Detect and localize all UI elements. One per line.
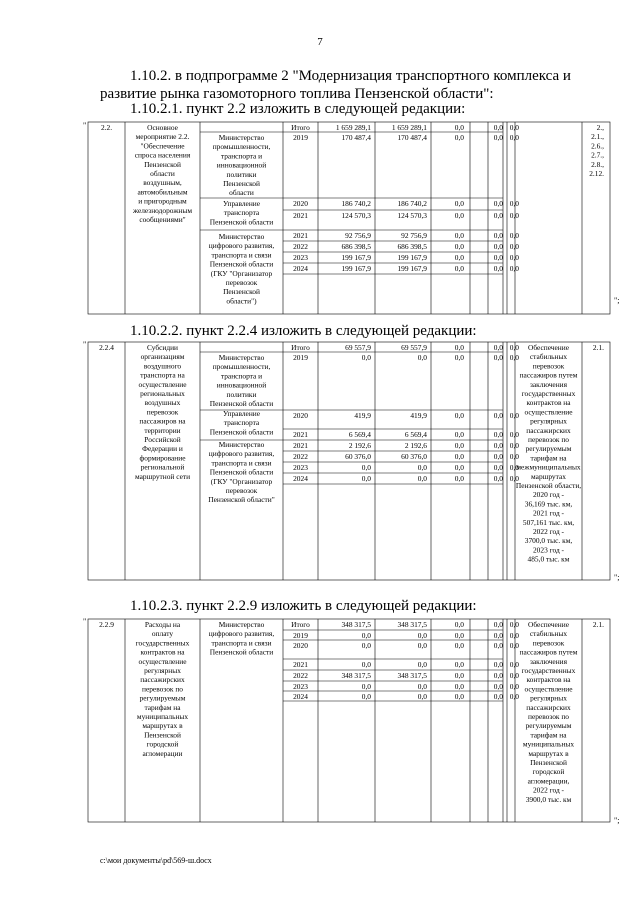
amount-total: 2 192,6 [348, 441, 371, 450]
amount-municipal: 0,0 [493, 211, 503, 220]
amount-other: 0,0 [509, 242, 519, 251]
result-line: контрактов на [526, 398, 571, 408]
item-name-line: перевозок по [141, 684, 184, 694]
amount-municipal: 0,0 [493, 199, 503, 208]
year-cell: 2021 [293, 430, 308, 439]
executor-line: Пензенской области [209, 467, 274, 477]
amount-municipal: 0,0 [493, 253, 503, 262]
executor-line: Пензенской области [209, 259, 274, 269]
amount-other: 0,0 [509, 264, 519, 273]
amount-federal: 0,0 [454, 411, 464, 420]
year-cell: 2022 [293, 671, 308, 680]
heading-subprogram-line1: 1.10.2. в подпрограмме 2 "Модернизация транспортного комплекса и [130, 68, 571, 84]
amount-municipal: 0,0 [493, 430, 503, 439]
executor-line: Пензенской области [209, 647, 274, 657]
heading-subprogram-line2: развитие рынка газомоторного топлива Пензенской области": [100, 86, 494, 102]
heading-item-2-2: 1.10.2.1. пункт 2.2 изложить в следующей редакции: [130, 101, 466, 117]
item-name-line: осуществление [138, 379, 187, 389]
item-name-line: регулируемым [139, 693, 186, 703]
target-link: 2.1., [591, 132, 604, 142]
amount-total: 348 317,5 [341, 671, 371, 680]
result-line: государственных [521, 666, 576, 675]
item-name-line: осуществление [138, 656, 187, 666]
close-quote-1: "; [614, 296, 620, 305]
result-line: регулируемым [525, 444, 572, 454]
executor-line: политики [226, 389, 257, 399]
year-cell: 2023 [293, 682, 308, 691]
amount-federal: 0,0 [454, 660, 464, 669]
item-name-line: муниципальных [136, 712, 189, 721]
amount-regional: 199 167,9 [397, 264, 427, 273]
item-name-line: территории [144, 425, 181, 435]
target-link: 2.8., [591, 159, 604, 169]
executor-line: политики [226, 169, 257, 179]
item-name-line: регулярных [144, 666, 181, 675]
amount-other: 0,0 [509, 660, 519, 669]
item-number: 2.2.9 [99, 620, 114, 629]
result-line: межмуниципальных [516, 462, 581, 472]
year-cell: 2021 [293, 441, 308, 450]
amount-municipal: 0,0 [493, 343, 503, 352]
amount-total: 686 398,5 [341, 242, 371, 251]
amount-federal: 0,0 [454, 199, 464, 208]
item-name-line: организациям [140, 352, 185, 362]
amount-total: 0,0 [361, 641, 371, 650]
item-name-line: формирование [139, 453, 186, 463]
result-line: Обеспечение [528, 343, 569, 352]
year-cell: 2019 [293, 133, 308, 142]
executor-line: Управление [222, 199, 261, 208]
amount-total: 0,0 [361, 353, 371, 362]
amount-municipal: 0,0 [493, 692, 503, 701]
amount-regional: 0,0 [417, 474, 427, 483]
open-quote-1: " [83, 121, 87, 130]
page-number: 7 [317, 36, 323, 48]
amount-other: 0,0 [509, 692, 519, 701]
item-name-line: области [150, 169, 175, 178]
result-line: 2020 год - [532, 490, 565, 500]
amount-federal: 0,0 [454, 441, 464, 450]
year-cell: 2024 [293, 474, 308, 483]
amount-municipal: 0,0 [493, 231, 503, 240]
result-line: 2022 год - [532, 785, 565, 795]
amount-regional: 170 487,4 [397, 133, 427, 142]
item-name-line: перевозок [146, 407, 179, 417]
executor-line: Министерство [218, 440, 265, 449]
result-line: тарифам на [530, 730, 567, 740]
amount-municipal: 0,0 [493, 411, 503, 420]
result-line: регулярных [530, 693, 567, 703]
amount-federal: 0,0 [454, 671, 464, 680]
item-name-line: автомобильным [137, 187, 188, 197]
executor-line: инновационной [216, 380, 267, 390]
amount-regional: 419,9 [410, 411, 427, 420]
result-line: регулируемым [525, 721, 572, 731]
item-name-line: сообщениями" [139, 215, 186, 224]
amount-total: 124 570,3 [341, 211, 371, 220]
amount-federal: 0,0 [454, 682, 464, 691]
amount-federal: 0,0 [454, 264, 464, 273]
amount-regional: 348 317,5 [397, 620, 427, 629]
amount-regional: 1 659 289,1 [391, 123, 427, 132]
year-cell: 2019 [293, 631, 308, 640]
executor-line: транспорта и связи [211, 458, 272, 468]
heading-item-2-2-9: 1.10.2.3. пункт 2.2.9 изложить в следующей редакции: [130, 598, 477, 614]
result-line: заключения [529, 656, 568, 666]
result-line: государственных [521, 389, 576, 398]
result-line: 3900,0 тыс. км [525, 794, 572, 804]
item-name-line: маршрутах в [142, 721, 183, 731]
item-name-line: Основное [147, 123, 178, 132]
amount-total: 0,0 [361, 682, 371, 691]
amount-federal: 0,0 [454, 430, 464, 439]
amount-regional: 0,0 [417, 641, 427, 650]
amount-regional: 686 398,5 [397, 242, 427, 251]
amount-other: 0,0 [509, 133, 519, 142]
result-line: городской [532, 767, 565, 777]
amount-total: 6 569,4 [348, 430, 371, 439]
amount-other: 0,0 [509, 231, 519, 240]
year-cell: 2022 [293, 452, 308, 461]
item-name-line: контрактов на [140, 647, 185, 657]
year-cell: 2020 [293, 641, 308, 650]
amount-regional: 0,0 [417, 353, 427, 362]
footer-file-path: c:\мои документы\pd\569-ш.docx [100, 856, 212, 865]
amount-other: 0,0 [509, 641, 519, 650]
amount-total: 1 659 289,1 [335, 123, 371, 132]
amount-total: 92 756,9 [345, 231, 371, 240]
amount-municipal: 0,0 [493, 682, 503, 691]
result-line: 2022 год - [532, 527, 565, 536]
amount-regional: 186 740,2 [397, 199, 427, 208]
result-line: маршрутах [531, 471, 566, 481]
amount-other: 0,0 [509, 199, 519, 208]
amount-federal: 0,0 [454, 133, 464, 142]
result-line: пассажирских [526, 702, 571, 712]
executor-line: транспорта [223, 418, 260, 428]
open-quote-2: " [83, 340, 87, 349]
result-line: пассажиров путем [519, 647, 578, 657]
amount-total: 0,0 [361, 660, 371, 669]
amount-total: 199 167,9 [341, 264, 371, 273]
amount-other: 0,0 [509, 123, 519, 132]
amount-other: 0,0 [509, 620, 519, 629]
result-line: 507,161 тыс. км, [522, 517, 575, 527]
result-line: стабильных [529, 629, 568, 639]
amount-other: 0,0 [509, 463, 519, 472]
amount-municipal: 0,0 [493, 353, 503, 362]
amount-total: 0,0 [361, 474, 371, 483]
item-name-line: транспорта на [140, 370, 185, 380]
open-quote-3: " [83, 617, 87, 626]
amount-municipal: 0,0 [493, 441, 503, 450]
executor-line: Управление [222, 409, 261, 418]
result-line: пассажирских [526, 425, 571, 435]
target-link: 2.1. [592, 620, 604, 629]
item-name-line: Российской [144, 435, 181, 444]
amount-federal: 0,0 [454, 631, 464, 640]
item-name-line: маршрутной сети [134, 471, 191, 481]
year-cell: 2024 [293, 692, 308, 701]
target-link: 2., [596, 123, 604, 132]
executor-line: (ГКУ "Организатор [210, 476, 273, 486]
amount-other: 0,0 [509, 441, 519, 450]
heading-item-2-2-4: 1.10.2.2. пункт 2.2.4 изложить в следующей редакции: [130, 323, 477, 339]
amount-municipal: 0,0 [493, 133, 503, 142]
item-name-line: Федерации и [142, 444, 183, 454]
item-name-line: "Обеспечение [140, 141, 185, 151]
executor-line: Министерство [218, 620, 265, 629]
amount-municipal: 0,0 [493, 452, 503, 461]
target-link: 2.12. [589, 169, 604, 178]
year-cell: 2021 [293, 211, 308, 220]
item-name-line: агломерации [142, 748, 183, 758]
executor-line: транспорта и связи [211, 250, 272, 260]
result-line: Пензенской области, [515, 481, 582, 490]
amount-regional: 0,0 [417, 660, 427, 669]
amount-other: 0,0 [509, 452, 519, 461]
item-name-line: городской [146, 739, 179, 749]
year-cell: Итого [291, 620, 310, 629]
table-2-2 [88, 122, 610, 314]
result-line: 36,169 тыс. км, [524, 499, 573, 509]
executor-line: Пензенской области" [208, 495, 275, 505]
result-line: перевозок [532, 361, 565, 371]
amount-total: 60 376,0 [345, 452, 371, 461]
executor-line: перевозок [225, 278, 258, 287]
amount-municipal: 0,0 [493, 631, 503, 640]
target-link: 2.1. [592, 343, 604, 352]
amount-federal: 0,0 [454, 343, 464, 352]
amount-municipal: 0,0 [493, 620, 503, 629]
table-2-2-4 [88, 342, 610, 580]
result-line: 485,0 тыс. км [527, 554, 570, 564]
item-name-line: региональной [140, 462, 185, 472]
executor-line: транспорта и связи [211, 638, 272, 648]
executor-line: цифрового развития, [208, 241, 275, 251]
amount-federal: 0,0 [454, 463, 464, 472]
amount-municipal: 0,0 [493, 123, 503, 132]
amount-federal: 0,0 [454, 620, 464, 629]
result-line: заключения [529, 379, 568, 389]
amount-total: 170 487,4 [341, 133, 371, 142]
amount-other: 0,0 [509, 343, 519, 352]
result-line: 2021 год - [532, 508, 565, 518]
amount-municipal: 0,0 [493, 641, 503, 650]
result-line: тарифам на [530, 453, 567, 463]
amount-municipal: 0,0 [493, 242, 503, 251]
amount-federal: 0,0 [454, 211, 464, 220]
year-cell: 2019 [293, 353, 308, 362]
item-name-line: региональных [140, 389, 185, 398]
result-line: муниципальных [522, 739, 575, 749]
amount-other: 0,0 [509, 671, 519, 680]
result-line: пассажиров путем [519, 370, 578, 380]
amount-federal: 0,0 [454, 641, 464, 650]
item-name-line: пассажиров на [139, 416, 186, 426]
result-line: регулярных [530, 416, 567, 426]
amount-regional: 348 317,5 [397, 671, 427, 680]
executor-line: транспорта и [220, 371, 263, 381]
amount-municipal: 0,0 [493, 264, 503, 273]
result-line: агломерации, [527, 776, 570, 786]
amount-other: 0,0 [509, 474, 519, 483]
item-name-line: воздушного [143, 361, 182, 371]
amount-total: 199 167,9 [341, 253, 371, 262]
amount-federal: 0,0 [454, 231, 464, 240]
year-cell: 2021 [293, 231, 308, 240]
amount-total: 69 557,9 [345, 343, 371, 352]
year-cell: 2023 [293, 463, 308, 472]
target-link: 2.7., [591, 150, 604, 160]
amount-federal: 0,0 [454, 253, 464, 262]
amount-other: 0,0 [509, 353, 519, 362]
result-line: осуществление [524, 684, 573, 694]
result-line: 2023 год - [532, 545, 565, 555]
item-name-line: тарифам на [144, 702, 181, 712]
item-name-line: оплату [151, 629, 174, 639]
item-name-line: и пригородным [138, 196, 187, 206]
result-line: стабильных [529, 352, 568, 362]
executor-line: Пензенской области [209, 399, 274, 408]
amount-federal: 0,0 [454, 353, 464, 362]
executor-line: Пензенской [223, 287, 260, 297]
item-name-line: Субсидии [146, 343, 179, 352]
executor-line: транспорта и [220, 151, 263, 161]
amount-other: 0,0 [509, 682, 519, 691]
item-name-line: мероприятие 2.2. [135, 132, 190, 142]
amount-federal: 0,0 [454, 123, 464, 132]
year-cell: 2021 [293, 660, 308, 669]
year-cell: Итого [291, 343, 310, 352]
executor-line: цифрового развития, [208, 449, 275, 459]
executor-line: области [229, 188, 254, 198]
item-name-line: воздушным, [143, 178, 182, 188]
year-cell: 2020 [293, 411, 308, 420]
close-quote-3: "; [614, 816, 620, 825]
executor-line: промышленности, [212, 142, 271, 152]
result-line: осуществление [524, 407, 573, 417]
amount-regional: 199 167,9 [397, 253, 427, 262]
amount-other: 0,0 [509, 211, 519, 220]
result-line: Пензенской [530, 758, 567, 767]
amount-federal: 0,0 [454, 242, 464, 251]
executor-line: Министерство [218, 133, 265, 142]
year-cell: Итого [291, 123, 310, 132]
amount-other: 0,0 [509, 430, 519, 439]
item-name-line: Пензенской [144, 159, 181, 169]
amount-total: 186 740,2 [341, 199, 371, 208]
executor-line: Министерство [218, 353, 265, 362]
amount-federal: 0,0 [454, 692, 464, 701]
result-line: перевозок по [527, 712, 570, 721]
year-cell: 2020 [293, 199, 308, 208]
item-name-line: Пензенской [144, 730, 181, 740]
amount-regional: 124 570,3 [397, 211, 427, 220]
executor-line: области") [226, 296, 257, 306]
amount-total: 0,0 [361, 692, 371, 701]
result-line: маршрутах в [528, 748, 569, 758]
amount-municipal: 0,0 [493, 660, 503, 669]
executor-line: инновационной [216, 160, 267, 170]
table-2-2-9 [88, 619, 610, 822]
executor-line: (ГКУ "Организатор [210, 268, 273, 278]
item-name-line: государственных [135, 638, 190, 648]
amount-total: 419,9 [354, 411, 371, 420]
item-number: 2.2. [100, 123, 113, 132]
item-name-line: воздушных [144, 398, 181, 408]
amount-municipal: 0,0 [493, 463, 503, 472]
item-name-line: Расходы на [144, 620, 181, 629]
result-line: 3700,0 тыс. км, [524, 536, 573, 546]
executor-line: Пензенской области [209, 427, 274, 437]
result-line: Обеспечение [528, 620, 569, 629]
amount-federal: 0,0 [454, 474, 464, 483]
amount-total: 348 317,5 [341, 620, 371, 629]
amount-other: 0,0 [509, 631, 519, 640]
amount-regional: 0,0 [417, 463, 427, 472]
amount-regional: 0,0 [417, 692, 427, 701]
result-line: перевозок по [527, 435, 570, 444]
amount-other: 0,0 [509, 253, 519, 262]
executor-line: транспорта [223, 208, 260, 218]
result-line: перевозок [532, 638, 565, 648]
executor-line: Министерство [218, 232, 265, 241]
target-link: 2.6., [591, 141, 604, 151]
amount-other: 0,0 [509, 411, 519, 420]
amount-regional: 0,0 [417, 631, 427, 640]
year-cell: 2022 [293, 242, 308, 251]
executor-line: Пензенской области [209, 217, 274, 227]
executor-line: цифрового развития, [208, 629, 275, 639]
item-name-line: железнодорожным [132, 205, 193, 215]
amount-federal: 0,0 [454, 452, 464, 461]
year-cell: 2023 [293, 253, 308, 262]
executor-line: Пензенской [223, 179, 260, 188]
item-name-line: спроса населения [134, 150, 191, 160]
close-quote-2: "; [614, 573, 620, 582]
result-line: контрактов на [526, 675, 571, 685]
amount-regional: 2 192,6 [404, 441, 427, 450]
executor-line: перевозок [225, 486, 258, 495]
amount-total: 0,0 [361, 631, 371, 640]
amount-regional: 69 557,9 [401, 343, 427, 352]
item-name-line: пассажирских [140, 675, 185, 685]
amount-municipal: 0,0 [493, 671, 503, 680]
year-cell: 2024 [293, 264, 308, 273]
amount-total: 0,0 [361, 463, 371, 472]
amount-regional: 6 569,4 [404, 430, 427, 439]
amount-regional: 0,0 [417, 682, 427, 691]
amount-regional: 60 376,0 [401, 452, 427, 461]
executor-line: промышленности, [212, 362, 271, 372]
amount-municipal: 0,0 [493, 474, 503, 483]
item-number: 2.2.4 [99, 343, 114, 352]
amount-regional: 92 756,9 [401, 231, 427, 240]
